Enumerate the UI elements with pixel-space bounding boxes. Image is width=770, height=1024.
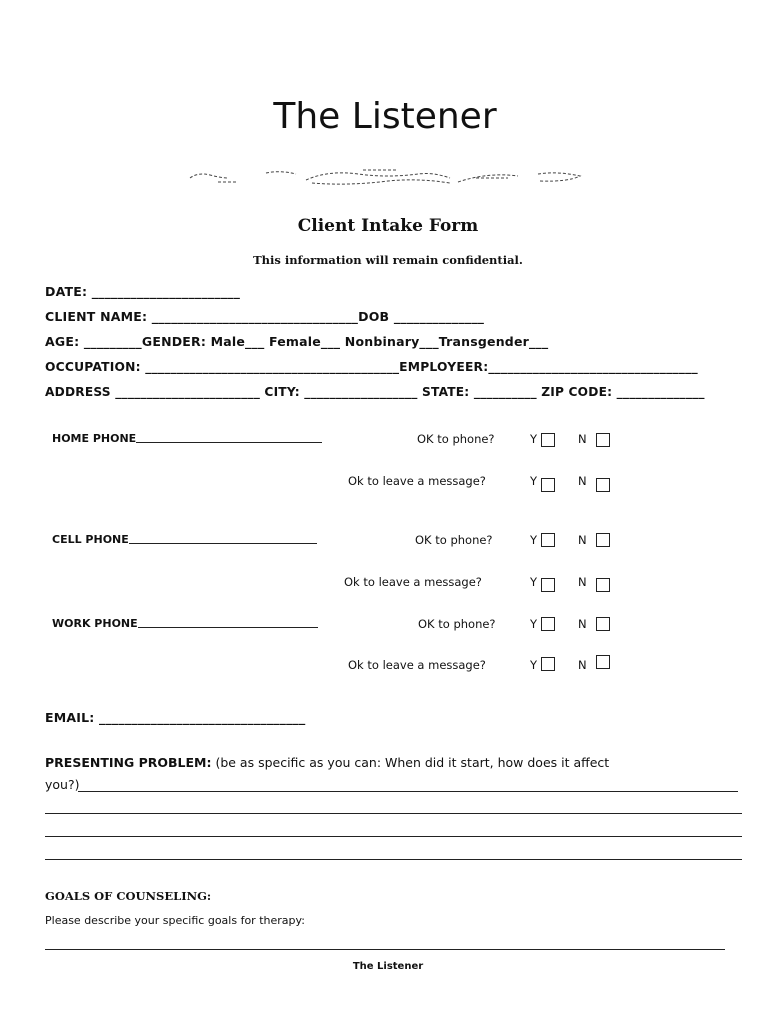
goals-answer-line[interactable] [45,949,725,950]
cell-ok-to-phone-question: OK to phone? [415,533,493,547]
home-phone-no-label: N [578,432,587,446]
work-ok-to-phone-question: OK to phone? [418,617,496,631]
email-field[interactable]: EMAIL: ________________________________ [45,710,306,725]
address-field[interactable]: ADDRESS _______________________ CITY: __________________ STATE: __________ ZIP CODE: ______________ [45,385,705,399]
client-name-dob-field[interactable]: CLIENT NAME: ________________________________DOB ______________ [45,309,485,324]
cell-message-yes-label: Y [530,575,538,589]
home-message-no-label: N [578,474,587,488]
goals-heading: GOALS OF COUNSELING: [45,889,212,903]
cell-leave-message-question: Ok to leave a message? [344,575,482,589]
goals-prompt: Please describe your specific goals for therapy: [45,914,305,927]
work-message-yes-checkbox[interactable] [541,657,555,671]
work-phone-no-label: N [578,617,587,631]
home-leave-message-question: Ok to leave a message? [348,474,486,488]
home-phone-field[interactable] [52,432,322,445]
home-phone-blank [136,442,322,443]
work-phone-yes-checkbox[interactable] [541,617,555,631]
home-ok-to-phone-question: OK to phone? [417,432,495,446]
cell-message-yes-checkbox[interactable] [541,578,555,592]
date-field[interactable]: DATE: _______________________ [45,284,241,299]
presenting-problem-answer-line[interactable] [45,836,742,837]
home-phone-yes-label: Y [530,432,538,446]
presenting-problem-instructions: (be as specific as you can: When did it start, how does it affect [215,755,610,770]
presenting-problem-prompt [45,755,609,770]
form-title: Client Intake Form [297,216,479,236]
cell-phone-field[interactable] [52,533,317,546]
footer-title: The Listener [352,961,424,972]
presenting-problem-prompt-cont: you?) [45,777,80,792]
work-phone-blank [138,627,318,628]
confidentiality-note: This information will remain confidential. [253,253,523,267]
home-message-no-checkbox[interactable] [596,478,610,492]
presenting-problem-answer-line[interactable] [45,859,742,860]
work-phone-label: WORK PHONE [52,617,138,630]
home-message-yes-label: Y [530,474,538,488]
cell-phone-yes-checkbox[interactable] [541,533,555,547]
cell-phone-no-checkbox[interactable] [596,533,610,547]
cell-phone-label: CELL PHONE [52,533,129,546]
cell-message-no-label: N [578,575,587,589]
work-phone-yes-label: Y [530,617,538,631]
cell-phone-blank [129,543,317,544]
home-phone-no-checkbox[interactable] [596,433,610,447]
work-message-no-label: N [578,658,587,672]
presenting-problem-answer-line[interactable] [78,791,738,792]
page-title: The Listener [273,96,497,137]
home-message-yes-checkbox[interactable] [541,478,555,492]
presenting-problem-label: PRESENTING PROBLEM: [45,755,212,770]
work-message-yes-label: Y [530,658,538,672]
work-message-no-checkbox[interactable] [596,655,610,669]
cell-message-no-checkbox[interactable] [596,578,610,592]
home-phone-yes-checkbox[interactable] [541,433,555,447]
decorative-logo-signature [188,166,584,188]
home-phone-label: HOME PHONE [52,432,137,445]
cell-phone-no-label: N [578,533,587,547]
age-gender-field[interactable]: AGE: _________GENDER: Male___ Female___ Nonbinary___Transgender___ [45,334,549,349]
work-phone-field[interactable] [52,617,318,630]
work-leave-message-question: Ok to leave a message? [348,658,486,672]
occupation-employer-field[interactable]: OCCUPATION: ________________________________________EMPLOYEER:_________________________________ [45,360,698,374]
cell-phone-yes-label: Y [530,533,538,547]
work-phone-no-checkbox[interactable] [596,617,610,631]
presenting-problem-answer-line[interactable] [45,813,742,814]
